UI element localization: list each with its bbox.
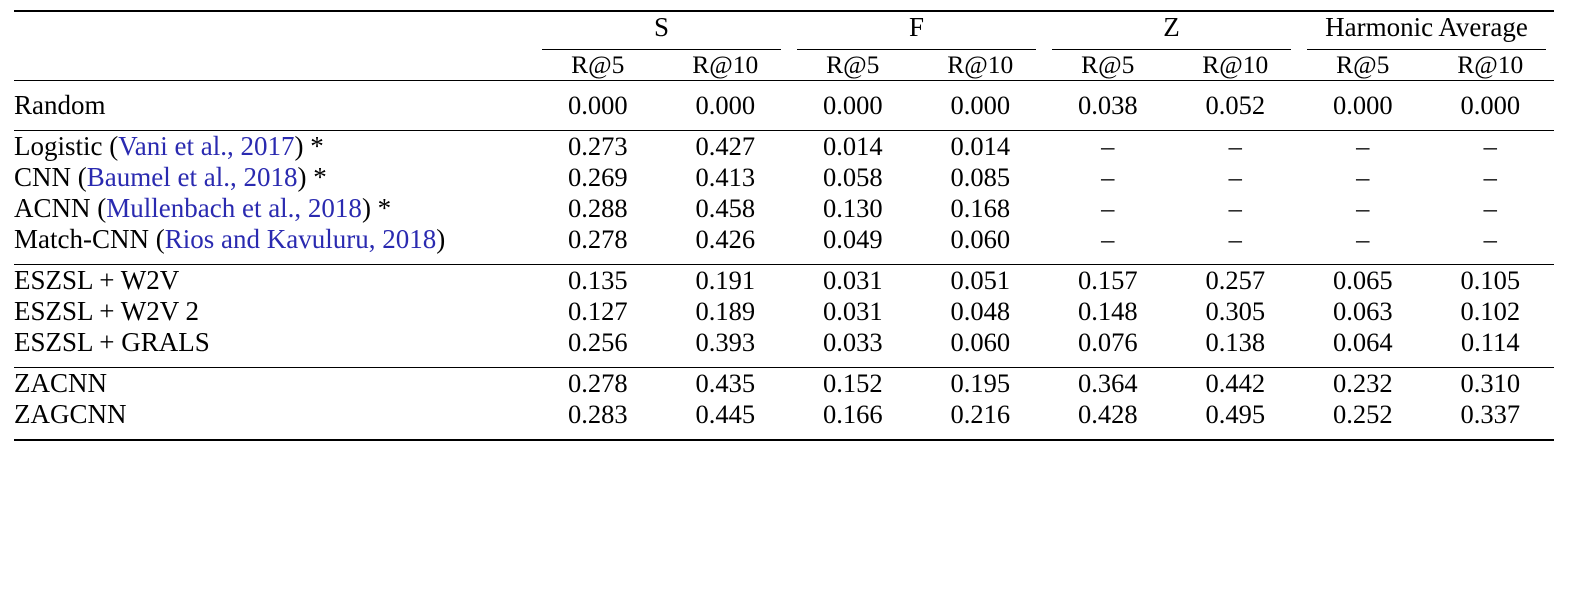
method-name: Match-CNN ( [14,224,165,254]
row-method-eszsl-w2v [14,265,534,297]
cell-z-r5: 0.148 [1077,296,1138,326]
cell-s-r10: 0.435 [662,368,790,400]
cell-s-r5: 0.288 [567,193,628,223]
cell-ha-r10: 0.000 [1460,90,1521,120]
method-name: ESZSL + W2V [14,265,180,295]
cell-ha-r10: 0.337 [1460,399,1521,429]
citation-link[interactable]: Vani et al., 2017 [118,131,295,161]
subheader-f-r10: R@10 [917,50,1045,81]
cell-f-r5: 0.014 [789,131,917,163]
spacer [14,255,1554,265]
cell-f-r5: 0.031 [789,265,917,297]
citation-link[interactable]: Mullenbach et al., 2018 [106,193,362,223]
cell-s-r5: 0.000 [567,90,628,120]
cell-s-r5: 0.283 [567,399,628,429]
row-method-acnn [14,193,534,224]
cell-z-r10: 0.442 [1172,368,1300,400]
row-method-eszsl-grals [14,327,534,358]
cell-ha-r5: – [1356,162,1370,192]
cell-s-r10: 0.458 [695,193,756,223]
cell-z-r5: 0.157 [1044,265,1172,297]
table-row [14,193,1554,224]
row-method-zagcnn [14,399,534,430]
cell-s-r5: 0.127 [567,296,628,326]
table-row [14,368,1554,400]
spacer [14,81,1554,91]
method-suffix: ) * [361,193,392,223]
spacer [14,121,1554,131]
method-name: ESZSL + GRALS [14,327,210,357]
cell-f-r10: 0.048 [950,296,1011,326]
cell-f-r10: 0.168 [950,193,1011,223]
method-name: ESZSL + W2V 2 [14,296,199,326]
row-method-logistic [14,131,534,163]
cell-z-r5: – [1101,193,1115,223]
method-name: Logistic ( [14,131,119,161]
subheader-row [14,50,1554,81]
results-table [14,0,1554,441]
cell-s-r10: 0.445 [695,399,756,429]
group-header-z-label: Z [1052,12,1291,50]
group-header-s-label: S [542,12,781,50]
cell-s-r5: 0.278 [567,224,628,254]
cell-z-r5: – [1101,224,1115,254]
cell-z-r10: – [1228,224,1242,254]
cell-ha-r5: 0.064 [1332,327,1393,357]
group-header-harmonic-average-label: Harmonic Average [1307,12,1546,50]
cell-ha-r10: 0.310 [1427,368,1555,400]
cell-f-r5: 0.049 [822,224,883,254]
cell-z-r5: – [1101,162,1115,192]
cell-ha-r10: 0.114 [1460,327,1520,357]
cell-s-r5: 0.273 [534,131,662,163]
cell-s-r10: 0.413 [695,162,756,192]
cell-s-r5: 0.278 [534,368,662,400]
cell-ha-r5: – [1356,193,1370,223]
table-row [14,327,1554,358]
citation-link[interactable]: Rios and Kavuluru, 2018 [164,224,437,254]
cell-z-r10: 0.052 [1205,90,1266,120]
citation-link[interactable]: Baumel et al., 2018 [86,162,298,192]
cell-ha-r5: – [1299,131,1427,163]
row-method-random [14,90,534,121]
cell-f-r5: 0.152 [789,368,917,400]
method-name: ZAGCNN [14,399,127,429]
cell-s-r5: 0.269 [567,162,628,192]
row-method-cnn [14,162,534,193]
group-header-z [1044,11,1299,50]
cell-ha-r5: 0.232 [1299,368,1427,400]
cell-ha-r10: 0.105 [1427,265,1555,297]
row-method-zacnn [14,368,534,400]
cell-s-r10: 0.393 [695,327,756,357]
subheader-z-r5: R@5 [1044,50,1172,81]
subheader-ha-r5: R@5 [1299,50,1427,81]
cell-s-r10: 0.191 [662,265,790,297]
cell-f-r10: 0.195 [917,368,1045,400]
cell-f-r5: 0.058 [822,162,883,192]
subheader-ha-r10: R@10 [1427,50,1555,81]
method-name: ZACNN [14,368,107,398]
cell-ha-r5: 0.065 [1299,265,1427,297]
cell-z-r5: 0.038 [1077,90,1138,120]
cell-ha-r10: – [1483,162,1497,192]
spacer [14,430,1554,439]
cell-f-r5: 0.000 [822,90,883,120]
group-header-row [14,11,1554,50]
group-header-blank [14,11,534,50]
cell-z-r10: 0.495 [1205,399,1266,429]
cell-ha-r5: 0.252 [1332,399,1393,429]
subheader-blank [14,50,534,81]
top-rule-row [14,0,1554,11]
cell-z-r5: – [1044,131,1172,163]
method-name: Random [14,90,106,120]
cell-z-r10: 0.257 [1172,265,1300,297]
group-header-f-label: F [797,12,1036,50]
cell-f-r10: 0.060 [950,224,1011,254]
cell-ha-r10: – [1483,193,1497,223]
group-header-harmonic-average [1299,11,1554,50]
cell-f-r5: 0.033 [822,327,883,357]
group-header-f [789,11,1044,50]
cell-ha-r10: – [1427,131,1555,163]
group-header-s [534,11,789,50]
cell-z-r5: 0.364 [1044,368,1172,400]
cell-z-r10: – [1228,162,1242,192]
cell-z-r10: – [1228,193,1242,223]
cell-f-r10: 0.051 [917,265,1045,297]
method-name: ACNN ( [14,193,107,223]
row-method-eszsl-w2v-2 [14,296,534,327]
cell-ha-r10: – [1483,224,1497,254]
bottom-rule-row [14,439,1554,440]
cell-ha-r5: 0.063 [1332,296,1393,326]
table-row [14,90,1554,121]
cell-ha-r5: – [1356,224,1370,254]
cell-z-r10: 0.305 [1205,296,1266,326]
subheader-s-r10: R@10 [662,50,790,81]
table-body [14,81,1554,441]
cell-z-r10: 0.138 [1205,327,1266,357]
table-header [14,0,1554,81]
cell-s-r10: 0.426 [695,224,756,254]
cell-f-r10: 0.085 [950,162,1011,192]
cell-f-r10: 0.060 [950,327,1011,357]
table-row [14,162,1554,193]
cell-z-r5: 0.076 [1077,327,1138,357]
table-row [14,131,1554,163]
subheader-f-r5: R@5 [789,50,917,81]
method-suffix: ) * [297,162,327,192]
cell-z-r10: – [1172,131,1300,163]
cell-s-r10: 0.000 [695,90,756,120]
table-row [14,296,1554,327]
method-suffix: ) * [294,131,324,161]
cell-z-r5: 0.428 [1077,399,1138,429]
cell-f-r5: 0.166 [822,399,883,429]
cell-ha-r5: 0.000 [1332,90,1393,120]
table-row [14,224,1554,255]
cell-ha-r10: 0.102 [1460,296,1521,326]
spacer [14,358,1554,368]
method-name: CNN ( [14,162,87,192]
cell-f-r10: 0.216 [950,399,1011,429]
table-row [14,399,1554,430]
cell-f-r5: 0.130 [822,193,883,223]
cell-s-r10: 0.189 [695,296,756,326]
subheader-s-r5: R@5 [534,50,662,81]
cell-f-r10: 0.000 [950,90,1011,120]
cell-f-r10: 0.014 [917,131,1045,163]
subheader-z-r10: R@10 [1172,50,1300,81]
cell-s-r10: 0.427 [662,131,790,163]
table-row [14,265,1554,297]
cell-s-r5: 0.135 [534,265,662,297]
cell-f-r5: 0.031 [822,296,883,326]
row-method-match-cnn [14,224,534,255]
method-suffix: ) [436,224,446,254]
cell-s-r5: 0.256 [567,327,628,357]
